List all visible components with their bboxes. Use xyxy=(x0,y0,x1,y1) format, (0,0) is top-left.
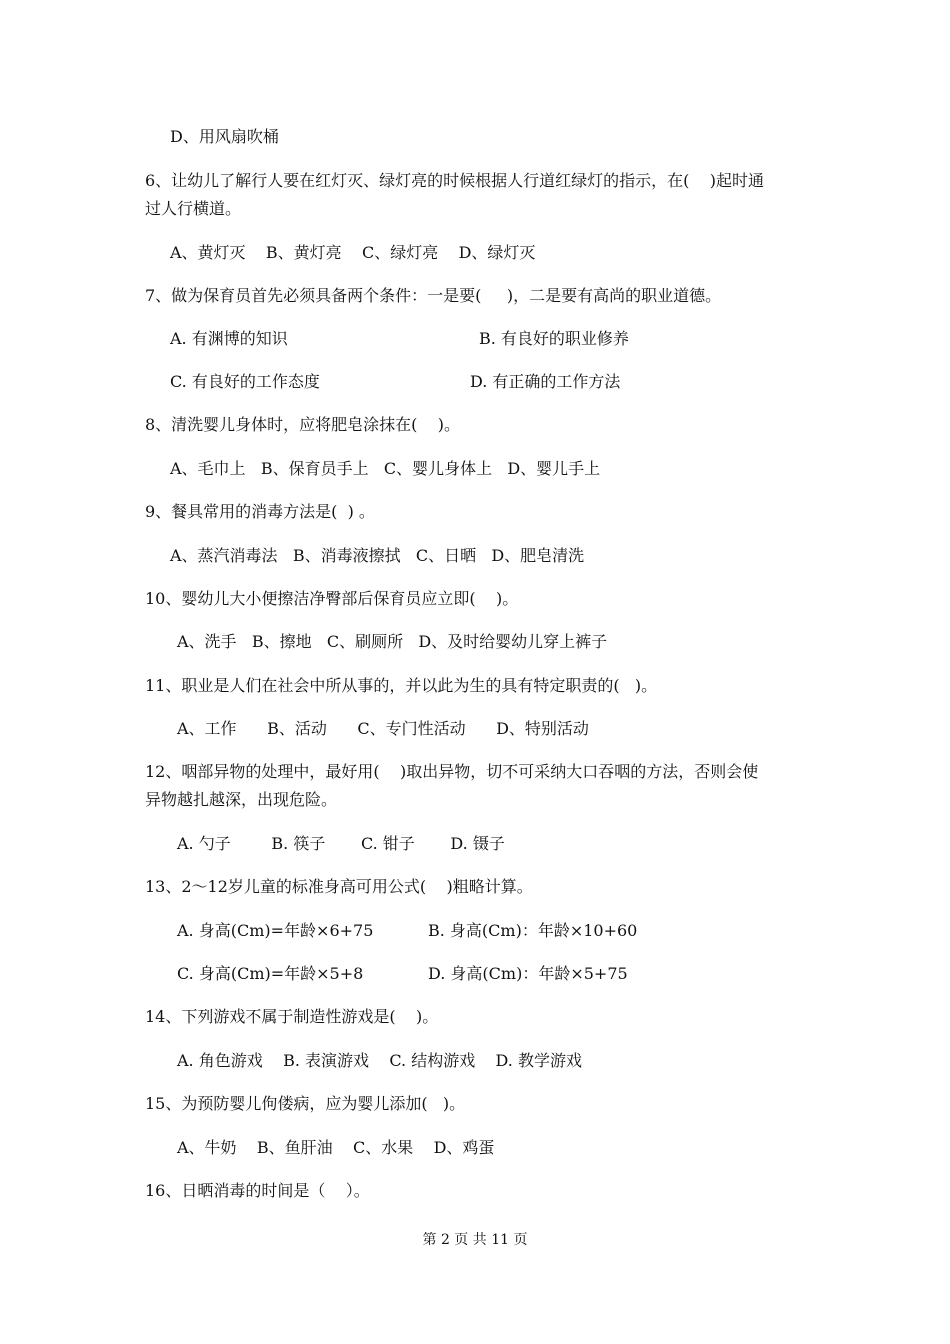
q13-option-d: D. 身高(Cm)：年龄×5+75 xyxy=(428,964,628,983)
q6-text: 6、让幼儿了解行人要在红灯灭、绿灯亮的时候根据人行道红绿灯的指示，在( )起时通 xyxy=(145,171,765,190)
q12-text-cont: 异物越扎越深，出现危险。 xyxy=(145,790,338,809)
q6-options: A、黄灯灭 B、黄灯亮 C、绿灯亮 D、绿灯灭 xyxy=(170,243,536,262)
page-footer: 第 2 页 共 11 页 xyxy=(422,1232,528,1248)
q8-options: A、毛巾上 B、保育员手上 C、婴儿身体上 D、婴儿手上 xyxy=(170,459,601,478)
q11-options: A、工作 B、活动 C、专门性活动 D、特别活动 xyxy=(177,719,589,738)
q15-text: 15、为预防婴儿佝偻病，应为婴儿添加( )。 xyxy=(145,1094,466,1113)
q11-text: 11、职业是人们在社会中所从事的，并以此为生的具有特定职责的( )。 xyxy=(145,676,658,695)
q14-options: A. 角色游戏 B. 表演游戏 C. 结构游戏 D. 教学游戏 xyxy=(177,1051,582,1070)
q13-text: 13、2～12岁儿童的标准身高可用公式( )粗略计算。 xyxy=(145,877,533,896)
q8-text: 8、清洗婴儿身体时，应将肥皂涂抹在( )。 xyxy=(145,415,461,434)
q6-text-cont: 过人行横道。 xyxy=(145,199,242,218)
q7-option-c: C. 有良好的工作态度 xyxy=(170,372,320,391)
q7-text: 7、做为保育员首先必须具备两个条件：一是要( )，二是要有高尚的职业道德。 xyxy=(145,286,722,305)
q7-option-b: B. 有良好的职业修养 xyxy=(479,329,629,348)
q12-text: 12、咽部异物的处理中，最好用( )取出异物，切不可采纳大口吞咽的方法，否则会使 xyxy=(145,762,759,781)
q12-options: A. 勺子 B. 筷子 C. 钳子 D. 镊子 xyxy=(177,834,505,853)
q7-option-a: A. 有渊博的知识 xyxy=(170,329,288,348)
q13-option-c: C. 身高(Cm)=年龄×5+8 xyxy=(177,964,364,983)
q15-options: A、牛奶 B、鱼肝油 C、水果 D、鸡蛋 xyxy=(177,1138,495,1157)
q10-options: A、洗手 B、擦地 C、刷厕所 D、及时给婴幼儿穿上裤子 xyxy=(177,632,608,651)
q10-text: 10、婴幼儿大小便擦洁净臀部后保育员应立即( )。 xyxy=(145,589,519,608)
q9-options: A、蒸汽消毒法 B、消毒液擦拭 C、日晒 D、肥皂清洗 xyxy=(170,546,585,565)
q7-option-d: D. 有正确的工作方法 xyxy=(470,372,621,391)
q14-text: 14、下列游戏不属于制造性游戏是( )。 xyxy=(145,1007,439,1026)
q9-text: 9、餐具常用的消毒方法是( ) 。 xyxy=(145,502,375,521)
q16-text: 16、日晒消毒的时间是（ ）。 xyxy=(145,1181,370,1200)
q5-option-d: D、用风扇吹桶 xyxy=(170,127,279,146)
q13-option-a: A. 身高(Cm)=年龄×6+75 xyxy=(177,921,374,940)
q13-option-b: B. 身高(Cm)：年龄×10+60 xyxy=(428,921,638,940)
